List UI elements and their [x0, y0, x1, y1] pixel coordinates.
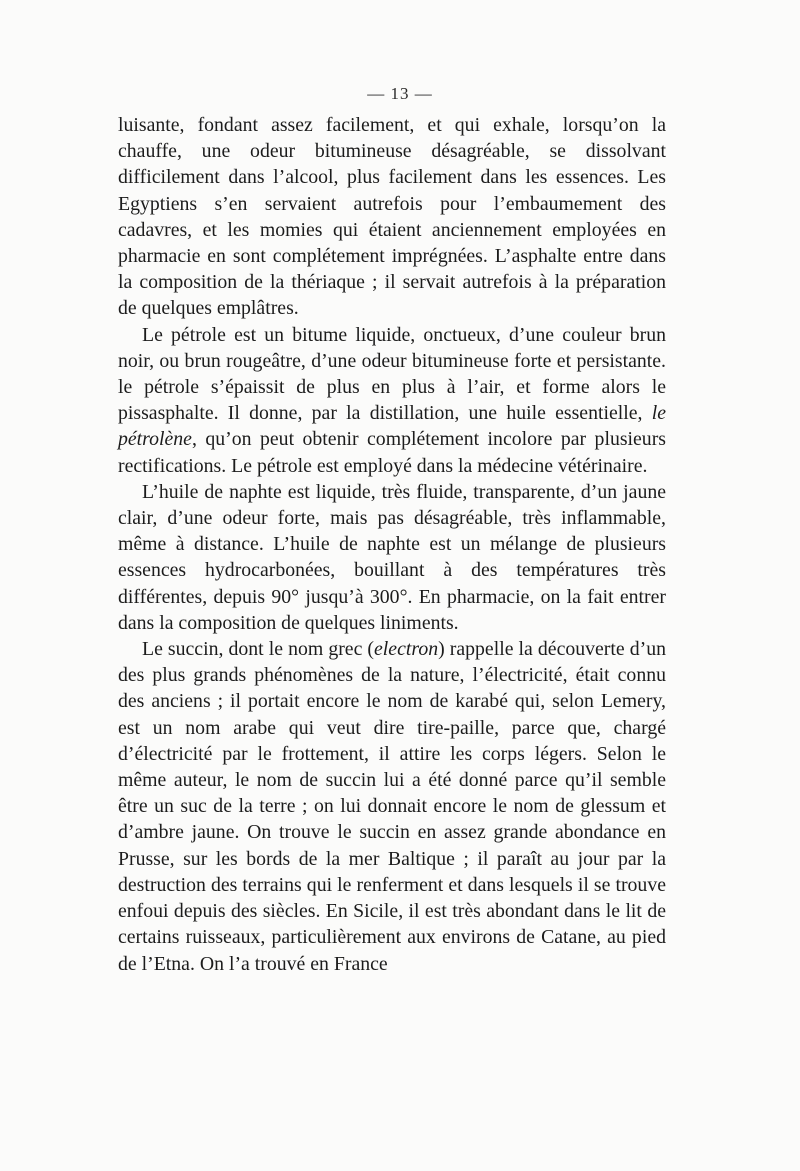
text-run: L’huile de naphte est liquide, très fluide, transparente, d’un jaune clair, d’une odeur forte, mais pas désagréable, très inflammable, même à distance. L’huile de naphte est un mélange de plusieurs essences hydrocarbonées, bouillant à des températures très différentes, depuis 90° jusqu’à 300°. En pharmacie, on la fait entrer dans la composition de quelques liniments.: [118, 480, 666, 634]
paragraph: [118, 322, 666, 479]
italic-term: electron: [374, 638, 439, 661]
paragraph: [118, 636, 666, 977]
page-number: — 13 —: [367, 84, 433, 103]
paragraph: [118, 112, 666, 322]
text-run: Le pétrole est un bitume liquide, onctueux, d’une couleur brun noir, ou brun rougeâtre, d’une odeur bitumineuse forte et persistante. le pétrole s’épaissit de plus en plus à l’air, et forme alors le pissasphalte. Il donne, par la distillation, une huile essentielle,: [118, 323, 666, 425]
text-run: ) rappelle la découverte d’un des plus grands phénomènes de la nature, l’électricité, était connu des anciens ; il portait encore le nom de karabé qui, selon Lemery, est un nom arabe qui veut dire tire-paille, parce que, chargé d’électricité par le frottement, il attire les corps légers. Selon le même auteur, le nom de succin lui a été donné parce qu’il semble être un suc de la terre ; on lui donnait encore le nom de glessum et d’ambre jaune. On trouve le succin en assez grande abondance en Prusse, sur les bords de la mer Baltique ; il paraît au jour par la destruction des terrains qui le renferment et dans lesquels il se trouve enfoui depuis des siècles. En Sicile, il est très abondant dans le lit de certains ruisseaux, particulièrement aux environs de Catane, au pied de l’Etna. On l’a trouvé en France: [118, 638, 666, 975]
text-run: , qu’on peut obtenir complétement incolore par plusieurs rectifications. Le pétrole est employé dans la médecine vétérinaire.: [118, 428, 666, 477]
text-run: Le succin, dont le nom grec (: [142, 638, 375, 661]
text-run: luisante, fondant assez facilement, et qui exhale, lorsqu’on la chauffe, une odeur bitumineuse désagréable, se dissolvant difficilement dans l’alcool, plus facilement dans les essences. Les Egyptiens s’en servaient autrefois pour l’embaumement des cadavres, et les momies qui étaient anciennement employées en pharmacie en sont complétement imprégnées. L’asphalte entre dans la composition de la thériaque ; il servait autrefois à la préparation de quelques emplâtres.: [118, 114, 666, 320]
paragraph: [118, 479, 666, 636]
body-text: [118, 112, 666, 977]
italic-term: le pétrolène: [118, 402, 666, 451]
